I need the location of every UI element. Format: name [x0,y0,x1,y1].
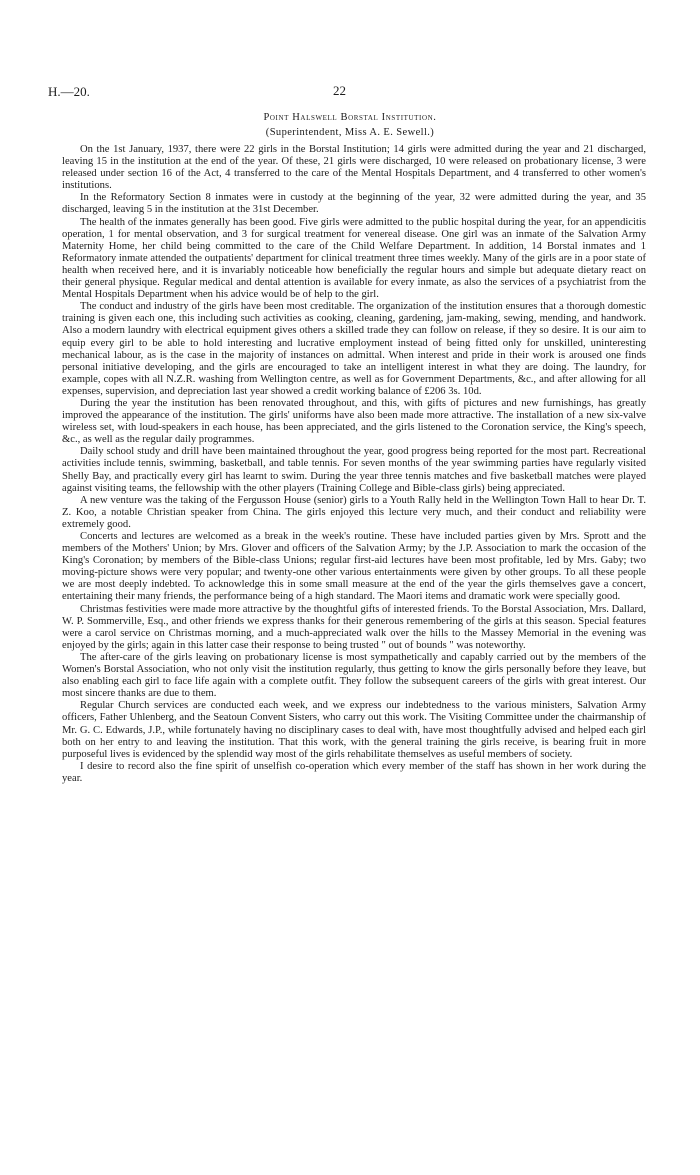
section-title: Point Halswell Borstal Institution. [263,112,437,123]
paragraph-conduct: The conduct and industry of the girls have been most creditable. The organization of the institution ensures that a thorough domestic training is given each one, this including such activities as cooking, cleaning, gardening, jam-making, sewing, mending, and handwork. Also a modern laundry with electrical equipment gives others a skilled trade they can follow on release, if they so desire. It is our aim to equip every girl to be able to hold interesting and lucrative employment instead of being fitted only for unskilled, uninteresting mechanical labour, as is the case in the majority of instances on admittal. When interest and pride in their work is aroused one finds personal initiative developing, and the girls are encouraged to take an intelligent interest in what they are doing. The laundry, for example, copes with all N.Z.R. washing from Wellington centre, as well as for Government Departments, &c., and after allowing for all expenses, supervision, and depreciation last year showed a credit working balance of £206 3s. 10d. [62,301,646,397]
paragraph-church-services: Regular Church services are conducted each week, and we express our indebtedness to the various ministers, Salvation Army officers, Father Uhlenberg, and the Seatoun Convent Sisters, who carry out this work. The Visiting Committee under the chairmanship of Mr. G. C. Edwards, J.P., while fortunately having no disciplinary cases to deal with, have most thoughtfully advised and helped each girl both on her entry to and leaving the institution. That this work, with the general training the girls receive, is bearing fruit in more purposeful lives is evidenced by the splendid way most of the girls rehabilitate themselves as useful members of society. [62,700,646,760]
paragraph-after-care: The after-care of the girls leaving on probationary license is most sympathetically and capably carried out by the members of the Women's Borstal Association, who not only visit the institution regularly, thus getting to know the girls personally before they leave, but also enabling each girl to face life again with a complete outfit. They follow the subsequent careers of the girls with great interest. Our most sincere thanks are due to them. [62,651,646,700]
paragraph-concerts: Concerts and lectures are welcomed as a break in the week's routine. These have included parties given by Mrs. Sprott and the members of the Mothers' Union; by Mrs. Glover and officers of the Salvation Army; by the J.P. Association to mark the occasion of the King's Coronation; by members of the Bible-class Unions; regular first-aid lectures have been most profitable, led by Mrs. Gaby; two moving-picture shows were very popular; and twenty-one other various entertainments were given by other groups. To all these people we are most deeply indebted. To acknowledge this in some small measure at the end of the year the girls themselves gave a concert, entertaining their many friends, the performance being of a high standard. The Maori items and dramatic work were specially good. [62,531,646,603]
paragraph-inmates-summary: On the 1st January, 1937, there were 22 girls in the Borstal Institution; 14 girls were admitted during the year and 21 discharged, leaving 15 in the institution at the end of the year. Of these, 21 girls were discharged, 10 were released on probationary license, 3 were released under section 16 of the Act, 4 transferred to the care of the Mental Hospitals Department, and 4 transferred to other women's institutions. [62,144,646,192]
report-body [62,144,646,785]
paragraph-school-recreation: Daily school study and drill have been maintained throughout the year, good progress being reported for the most part. Recreational activities include tennis, swimming, basketball, and table tennis. For seven months of the year swimming parties have regularly visited Shelly Bay, and practically every girl has learnt to swim. During the year three tennis matches and five basketball matches were played against visiting teams, the fellowship with the other players (Training College and Bible-class girls) being appreciated. [62,446,646,494]
paragraph-health: The health of the inmates generally has been good. Five girls were admitted to the public hospital during the year, for an appendicitis operation, 1 for mental observation, and 3 for surgical treatment for venereal disease. One girl was an inmate of the Salvation Army Maternity Home, her child being committed to the care of the Child Welfare Department. In addition, 14 Borstal inmates and 1 Reformatory inmate attended the outpatients' department for clinical treatment three times weekly. Many of the girls are in a poor state of health when received here, and it is invariably noticeable how beneficially the regular hours and simple but adequate dietary react on their general physique. Regular medical and dental attention is available for every inmate, as also the services of a psychiatrist from the Mental Hospitals Department when his advice would be of help to the girl. [62,216,646,301]
report-reference: H.—20. [48,84,90,99]
paragraph-youth-rally: A new venture was the taking of the Fergusson House (senior) girls to a Youth Rally held in the Wellington Town Hall to hear Dr. T. Z. Koo, a notable Christian speaker from China. The girls enjoyed this lecture very much, and their conduct and reliability were extremely good. [62,494,646,530]
paragraph-christmas: Christmas festivities were made more attractive by the thoughtful gifts of interested friends. To the Borstal Association, Mrs. Dallard, W. P. Sommerville, Esq., and other friends we express thanks for their generous remembering of the girls at this season. Special features were a carol service on Christmas morning, and a much-appreciated walk over the hills to the Massey Memorial in the evening was enjoyed by the girls; again in this latter case their response to being trusted " out of bounds " was noteworthy. [62,603,646,651]
paragraph-renovation: During the year the institution has been renovated throughout, and this, with gifts of pictures and new furnishings, has greatly improved the appearance of the institution. The girls' uniforms have also been made more attractive. The installation of a new six-valve wireless set, with loud-speakers in each house, has been appreciated, and the girls listened to the Coronation service, the King's speech, &c., as well as the regular daily programmes. [62,397,646,446]
page-number: 22 [333,83,346,98]
paragraph-reformatory: In the Reformatory Section 8 inmates were in custody at the beginning of the year, 32 were admitted during the year, and 35 discharged, leaving 5 in the institution at the 31st December. [62,192,646,216]
section-subtitle: (Superintendent, Miss A. E. Sewell.) [265,127,435,138]
paragraph-staff: I desire to record also the fine spirit of unselfish co-operation which every member of the staff has shown in her work during the year. [62,760,646,784]
